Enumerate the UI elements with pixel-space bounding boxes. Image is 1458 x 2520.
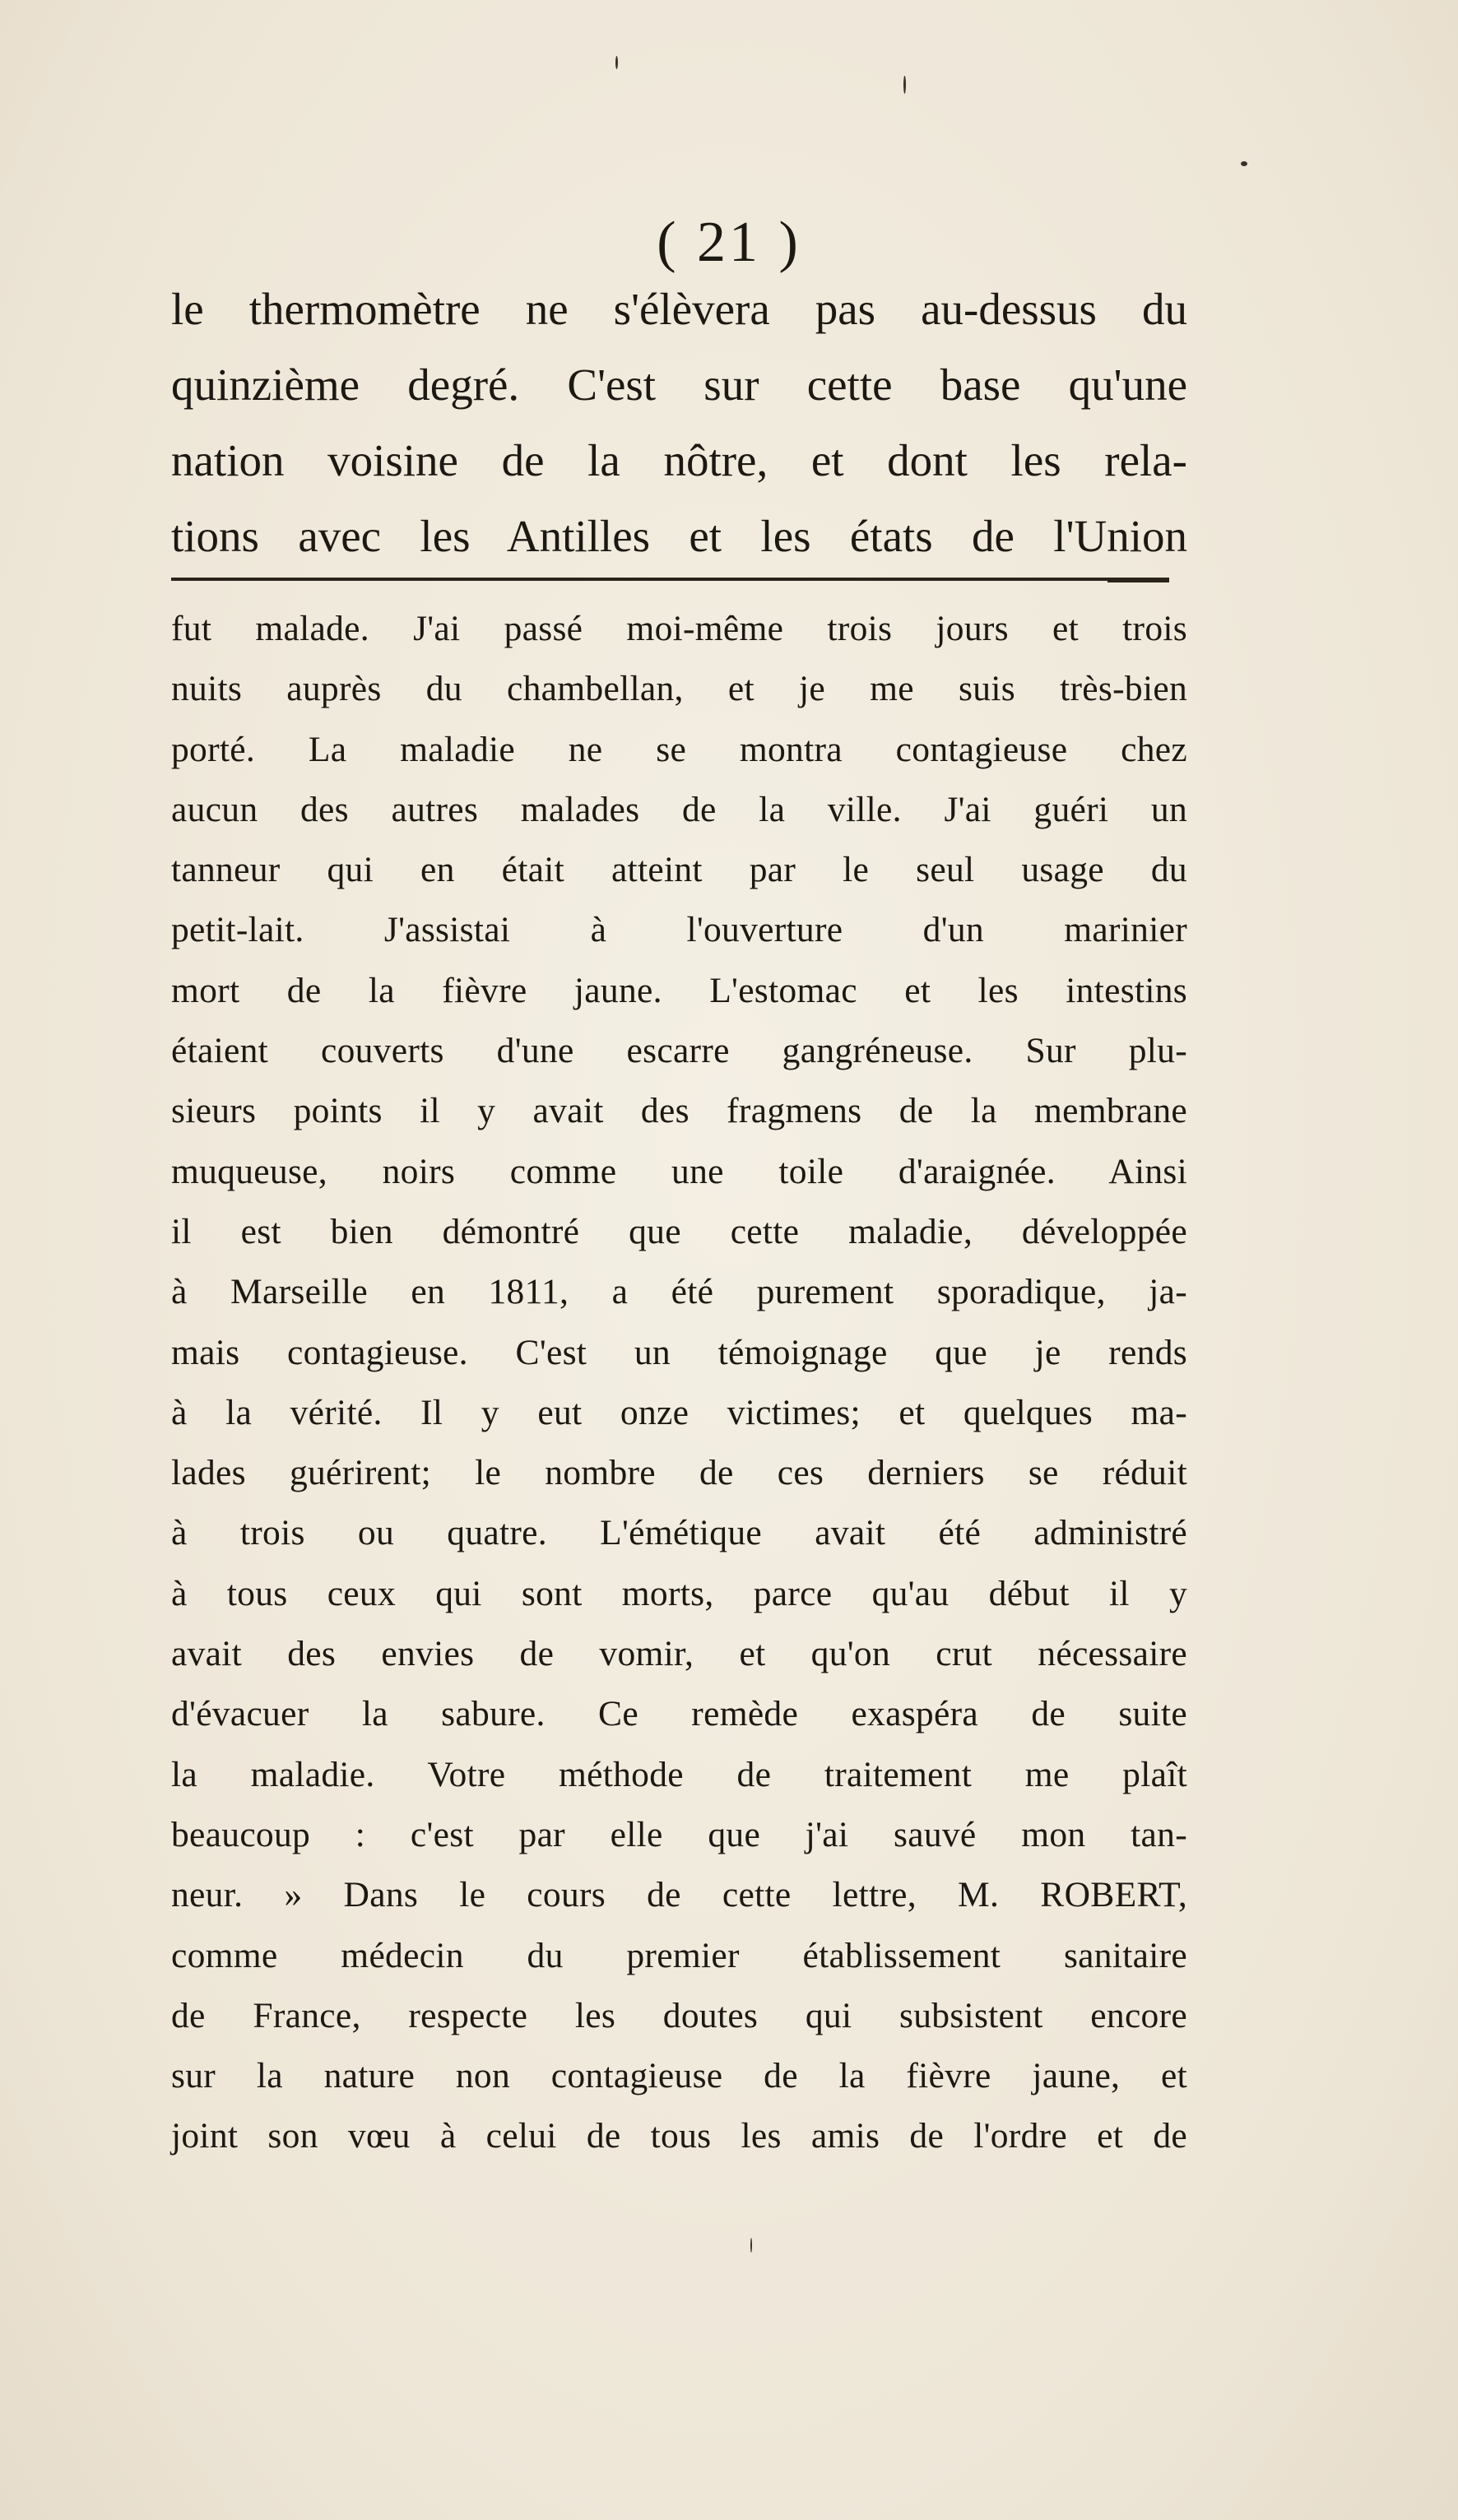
footnote-text [171, 599, 1187, 2167]
note-line: fut malade. J'ai passé moi-même trois jours et trois [171, 609, 1187, 648]
note-line: à trois ou quatre. L'émétique avait été administré [171, 1513, 1187, 1553]
page-number: ( 21 ) [657, 211, 801, 274]
note-line: il est bien démontré que cette maladie, développée [171, 1211, 1187, 1251]
note-line: aucun des autres malades de la ville. J'ai guéri un [171, 789, 1187, 829]
note-line: mais contagieuse. C'est un témoignage que je rends [171, 1332, 1187, 1372]
note-line: à tous ceux qui sont morts, parce qu'au début il y [171, 1573, 1187, 1613]
note-line: tanneur qui en était atteint par le seul usage du [171, 850, 1187, 890]
note-line: d'évacuer la sabure. Ce remède exaspéra de suite [171, 1694, 1187, 1734]
note-line: à Marseille en 1811, a été purement sporadique, ja- [171, 1272, 1187, 1312]
footnote-rule-end [1107, 578, 1169, 582]
note-line: sieurs points il y avait des fragmens de la membrane [171, 1091, 1187, 1131]
paper-mark [903, 76, 906, 94]
main-text [171, 271, 1187, 574]
text-line: quinzième degré. C'est sur cette base qu'une [171, 360, 1187, 410]
note-line: la maladie. Votre méthode de traitement me plaît [171, 1754, 1187, 1794]
text-line: nation voisine de la nôtre, et dont les rela- [171, 435, 1187, 485]
note-line: beaucoup : c'est par elle que j'ai sauvé mon tan- [171, 1814, 1187, 1854]
paper-mark [1241, 161, 1247, 166]
text-line: tions avec les Antilles et les états de l'Union [171, 511, 1187, 561]
footnote-rule [171, 578, 1169, 581]
paper-mark [615, 56, 618, 69]
note-line: porté. La maladie ne se montra contagieuse chez [171, 729, 1187, 769]
note-line: sur la nature non contagieuse de la fièvre jaune, et [171, 2056, 1187, 2096]
note-line: avait des envies de vomir, et qu'on crut nécessaire [171, 1634, 1187, 1674]
paper-mark [750, 2238, 752, 2253]
text-line: le thermomètre ne s'élèvera pas au-dessus du [171, 284, 1187, 334]
note-line: petit-lait. J'assistai à l'ouverture d'un marinier [171, 910, 1187, 950]
note-line: neur. » Dans le cours de cette lettre, M. ROBERT, [171, 1875, 1187, 1915]
note-line: à la vérité. Il y eut onze victimes; et quelques ma- [171, 1392, 1187, 1432]
note-line: mort de la fièvre jaune. L'estomac et les intestins [171, 970, 1187, 1010]
note-line: étaient couverts d'une escarre gangréneuse. Sur plu- [171, 1031, 1187, 1071]
note-line: muqueuse, noirs comme une toile d'araignée. Ainsi [171, 1151, 1187, 1191]
note-line: joint son vœu à celui de tous les amis de l'ordre et de [171, 2116, 1187, 2156]
note-line: comme médecin du premier établissement sanitaire [171, 1935, 1187, 1975]
note-line: lades guérirent; le nombre de ces derniers se réduit [171, 1453, 1187, 1493]
note-line: de France, respecte les doutes qui subsistent encore [171, 1995, 1187, 2035]
note-line: nuits auprès du chambellan, et je me suis très-bien [171, 669, 1187, 709]
